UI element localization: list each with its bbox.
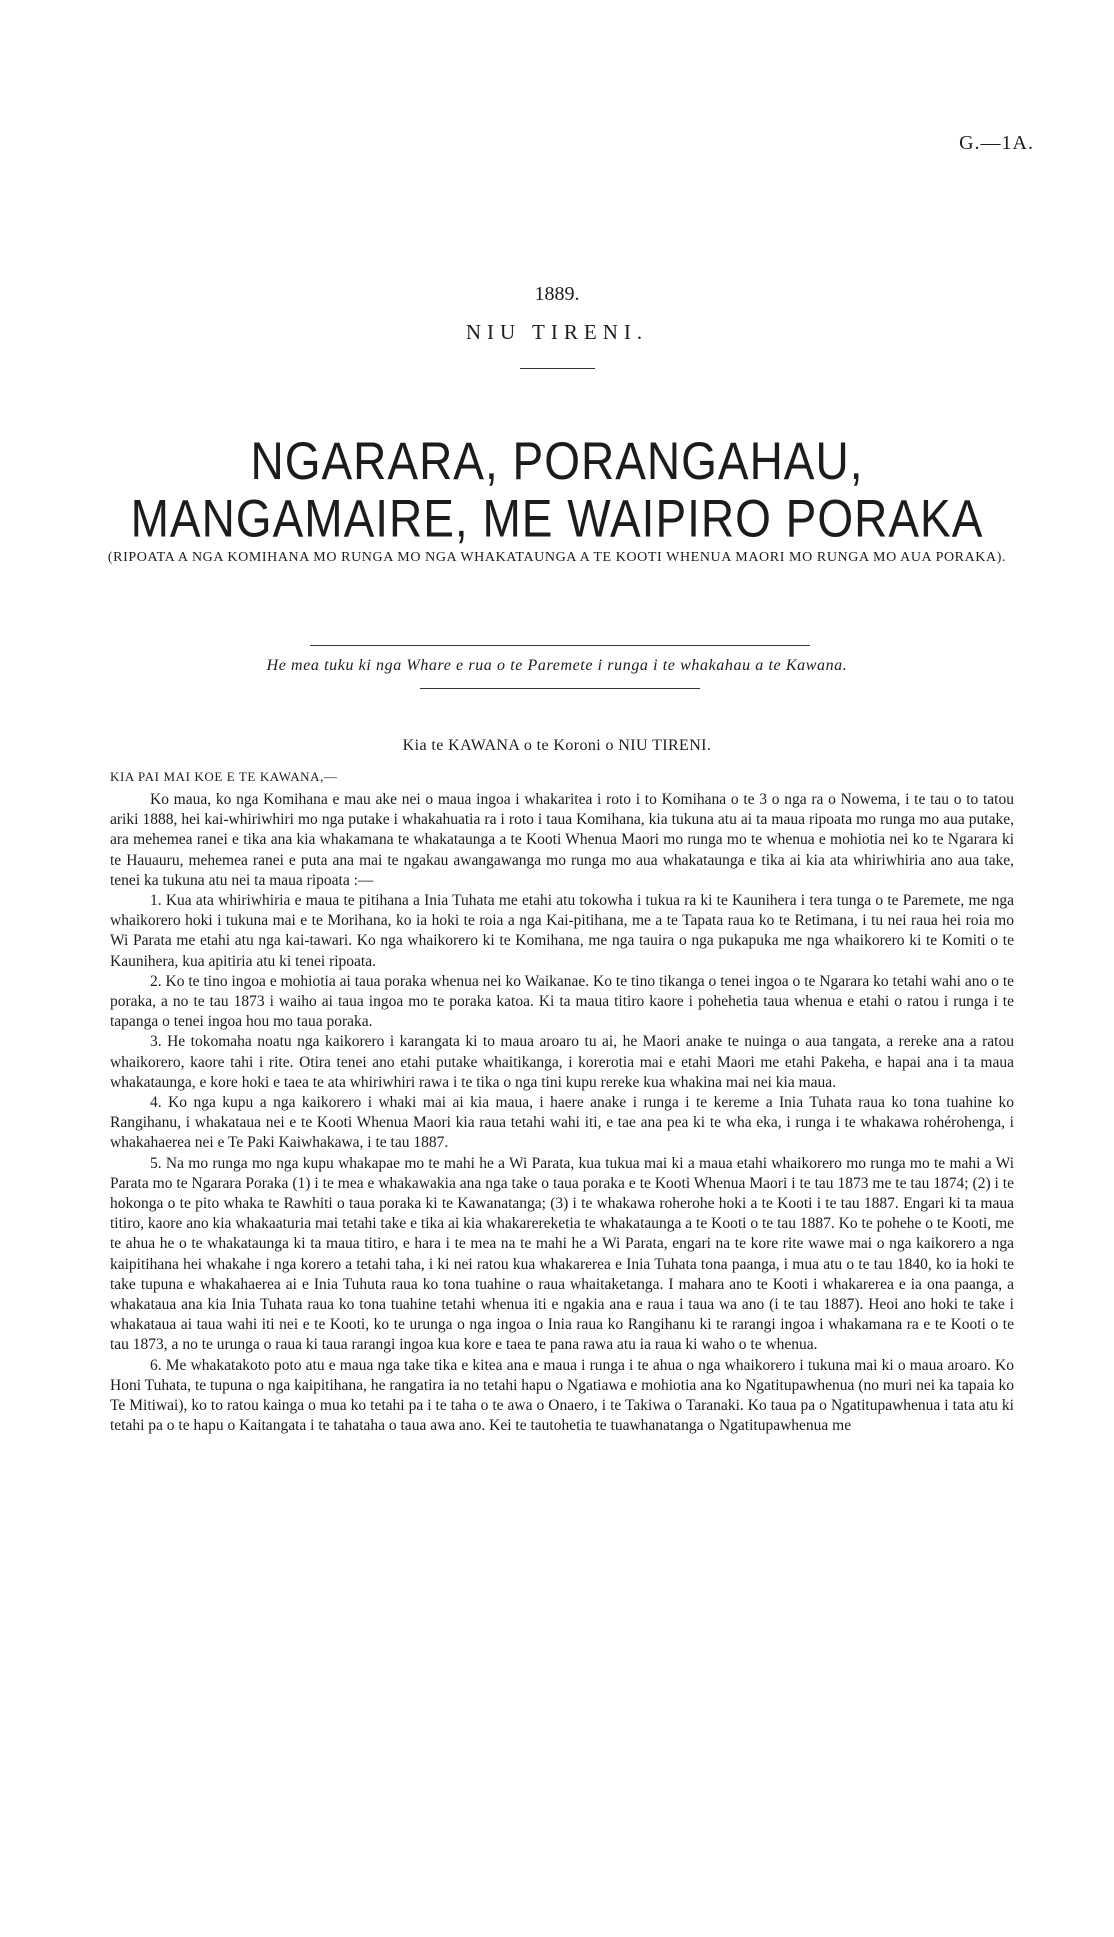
paragraph-1: 1. Kua ata whiriwhiria e maua te pitihana a Inia Tuhata me etahi atu tokowha i tukua ra ki te Kaunihera i tera tunga o te Paremete, me nga whaikorero hoki i tukuna mai e te Morihana, ko ia hoki te roia a nga Kai-pitihana, me a te Tapata raua ko te Retimana, i tu nei raua hei roia mo Wi Parata me etahi atu nga kai-tawari. Ko nga whaikorero ki te Komihana, me nga tauira o nga pukapuka me nga whaikorero ki te Komiti o te Kaunihera, kua apitiria atu ki tenei ripoata. — [110, 892, 1014, 970]
salutation: KIA PAI MAI KOE E TE KAWANA,— — [110, 769, 338, 784]
paragraph-3: 3. He tokomaha noatu nga kaikorero i karangata ki to maua aroaro tu ai, he Maori anake te nuinga o aua tangata, a rereke ana a ratou whaikorero, kaore tahi i rite. Otira tenei ano etahi putake whaitikanga, i korerotia mai e etahi Maori me etahi Pakeha, e hapai ana i ta maua whakataunga, e kore hoki e taea te ata whiriwhiri rawa i te tika o nga tini kupu rereke kua whakina mai nei kia maua. — [110, 1033, 1014, 1091]
presentation-note: He mea tuku ki nga Whare e rua o te Paremete i runga i te whakahau a te Kawana. — [266, 657, 848, 674]
paragraph-2: 2. Ko te tino ingoa e mohiotia ai taua poraka whenua nei ko Waikanae. Ko te tino tikanga o tenei ingoa o te Ngarara ko tetahi wahi ano o te poraka, a no te tau 1873 i waiho ai taua ingoa mo te poraka katoa. Ki ta maua titiro kaore i pohehetia taua whenua e etahi o ratou i runga i te tapanga o tenei ingoa hou mo taua poraka. — [110, 972, 1014, 1031]
addressee-line: Kia te KAWANA o te Koroni o NIU TIRENI. — [402, 737, 712, 754]
divider — [310, 645, 810, 646]
document-subtitle: (RIPOATA A NGA KOMIHANA MO RUNGA MO NGA WHAKATAUNGA A TE KOOTI WHENUA MAORI MO RUNGA MO AUA PORAKA). — [107, 550, 1007, 565]
country-heading: NIU TIRENI. — [465, 320, 649, 344]
paragraph-5: 5. Na mo runga mo nga kupu whakapae mo te mahi he a Wi Parata, kua tukua mai ki a maua etahi whaikorero mo runga mo te mahi a Wi Parata mo te Ngarara Poraka (1) i te mea e whakawakia ana nga take o taua poraka e te Kooti Whenua Maori i te tau 1873 me te tau 1874; (2) i te hokonga o te pito whaka te Rawhiti o taua poraka ki te Kawanatanga; (3) i te whakawa roherohe hoki a te Kooti i te tau 1887. Engari ki ta maua titiro, kaore ano kia whakaaturia mai tetahi take e tika ai kia whakarereketia te whakataunga a te Kooti o te tau 1887. Ko te pohehe o te Kooti, me te ahua he o te whakataunga ki ta maua titiro, e hara i te mea na te mahi he a Wi Parata, engari na te kore rite wawe mai o nga kaikorero a nga kaipitihana hei whakahe i nga korero a tetahi taha, i ki nei ratou kua whakarerea e Inia Tuhata tona paanga, i mua atu o te tau 1840, ko ia hoki te take tupuna e whakahaerea ai e Inia Tuhuta raua ko tona tuahine o raua whaitaketanga. I mahara ano te Kooti i whakarerea e ia ona paanga, a whakataua ana kia Inia Tuhata raua ko tona tuahine tetahi whenua iti e ngakia ana e raua i taua wa ano (i te tau 1887). Heoi ano hoki te take i whakataua ai taua wahi iti nei e te Kooti, ko te urunga o nga ingoa o Inia raua ko Rangihanu ki te rarangi ingoa i whakamana ra e te Kooti o te tau 1873, a no te urunga o raua ki taua rarangi ingoa kua kore e taea te pana rawa atu ia raua ki waho o te whenua. — [110, 1154, 1014, 1354]
document-title: NGARARA, PORANGAHAU, MANGAMAIRE, ME WAIPIRO PORAKA — [130, 430, 984, 549]
divider — [520, 368, 595, 369]
divider — [420, 688, 700, 689]
paragraph-6: 6. Me whakatakoto poto atu e maua nga take tika e kitea ana e maua i runga i te ahua o nga whaikorero i tukuna mai ki o maua aroaro. Ko Honi Tuhata, te tupuna o nga kaipitihana, he rangatira ia no tetahi hapu o Ngatiawa e mohiotia ana ko Ngatitupawhenua (no muri nei ka tapaia ko Te Mitiwai), ko to ratou kainga o mua ko tetahi pa i te taha o te awa o Onaero, i te Takiwa o Taranaki. Ko taua pa o Ngatitupawhenua i tata atu ki tetahi pa o te hapu o Kaitangata i te tahataha o taua awa ano. Kei te tautohetia te tuawhanatanga o Ngatitupawhenua me — [110, 1356, 1014, 1435]
report-body — [110, 790, 1014, 1437]
paragraph-4: 4. Ko nga kupu a nga kaikorero i whaki mai ai kia maua, i haere anake i runga i te kereme a Inia Tuhata raua ko tona tuahine ko Rangihanu, i whakataua nei e te Kooti Whenua Maori kia raua tetahi wahi iti, e tae ana pea ki te wha eka, i runga i te whakawa rohérohenga, i whakahaerea nei e Te Paki Kaiwhakawa, i te tau 1887. — [110, 1094, 1014, 1152]
intro-paragraph: Ko maua, ko nga Komihana e mau ake nei o maua ingoa i whakaritea i roto i to Komihana o te 3 o nga ra o Nowema, i te tau o to tatou ariki 1888, hei kai-whiriwhiri mo nga putake i whakahuatia ra i roto i taua Komihana, kia tukuna atu ai ta maua ripoata mo runga mo aua putake, ara mehemea ranei e tika ana kia whakamana te whakataunga a te Kooti Whenua Maori mo runga mo te whenua e mohiotia nei ko te Ngarara ki te Hauauru, mehemea ranei e puta ana mai te ngakau awangawanga mo runga mo aua whakataunga e tika ai kia ata whiriwhiria ano aua take, tenei ka tukuna atu nei ta maua ripoata :— — [110, 791, 1014, 889]
document-year: 1889. — [534, 283, 580, 305]
page-reference: G.—1A. — [959, 132, 1034, 154]
